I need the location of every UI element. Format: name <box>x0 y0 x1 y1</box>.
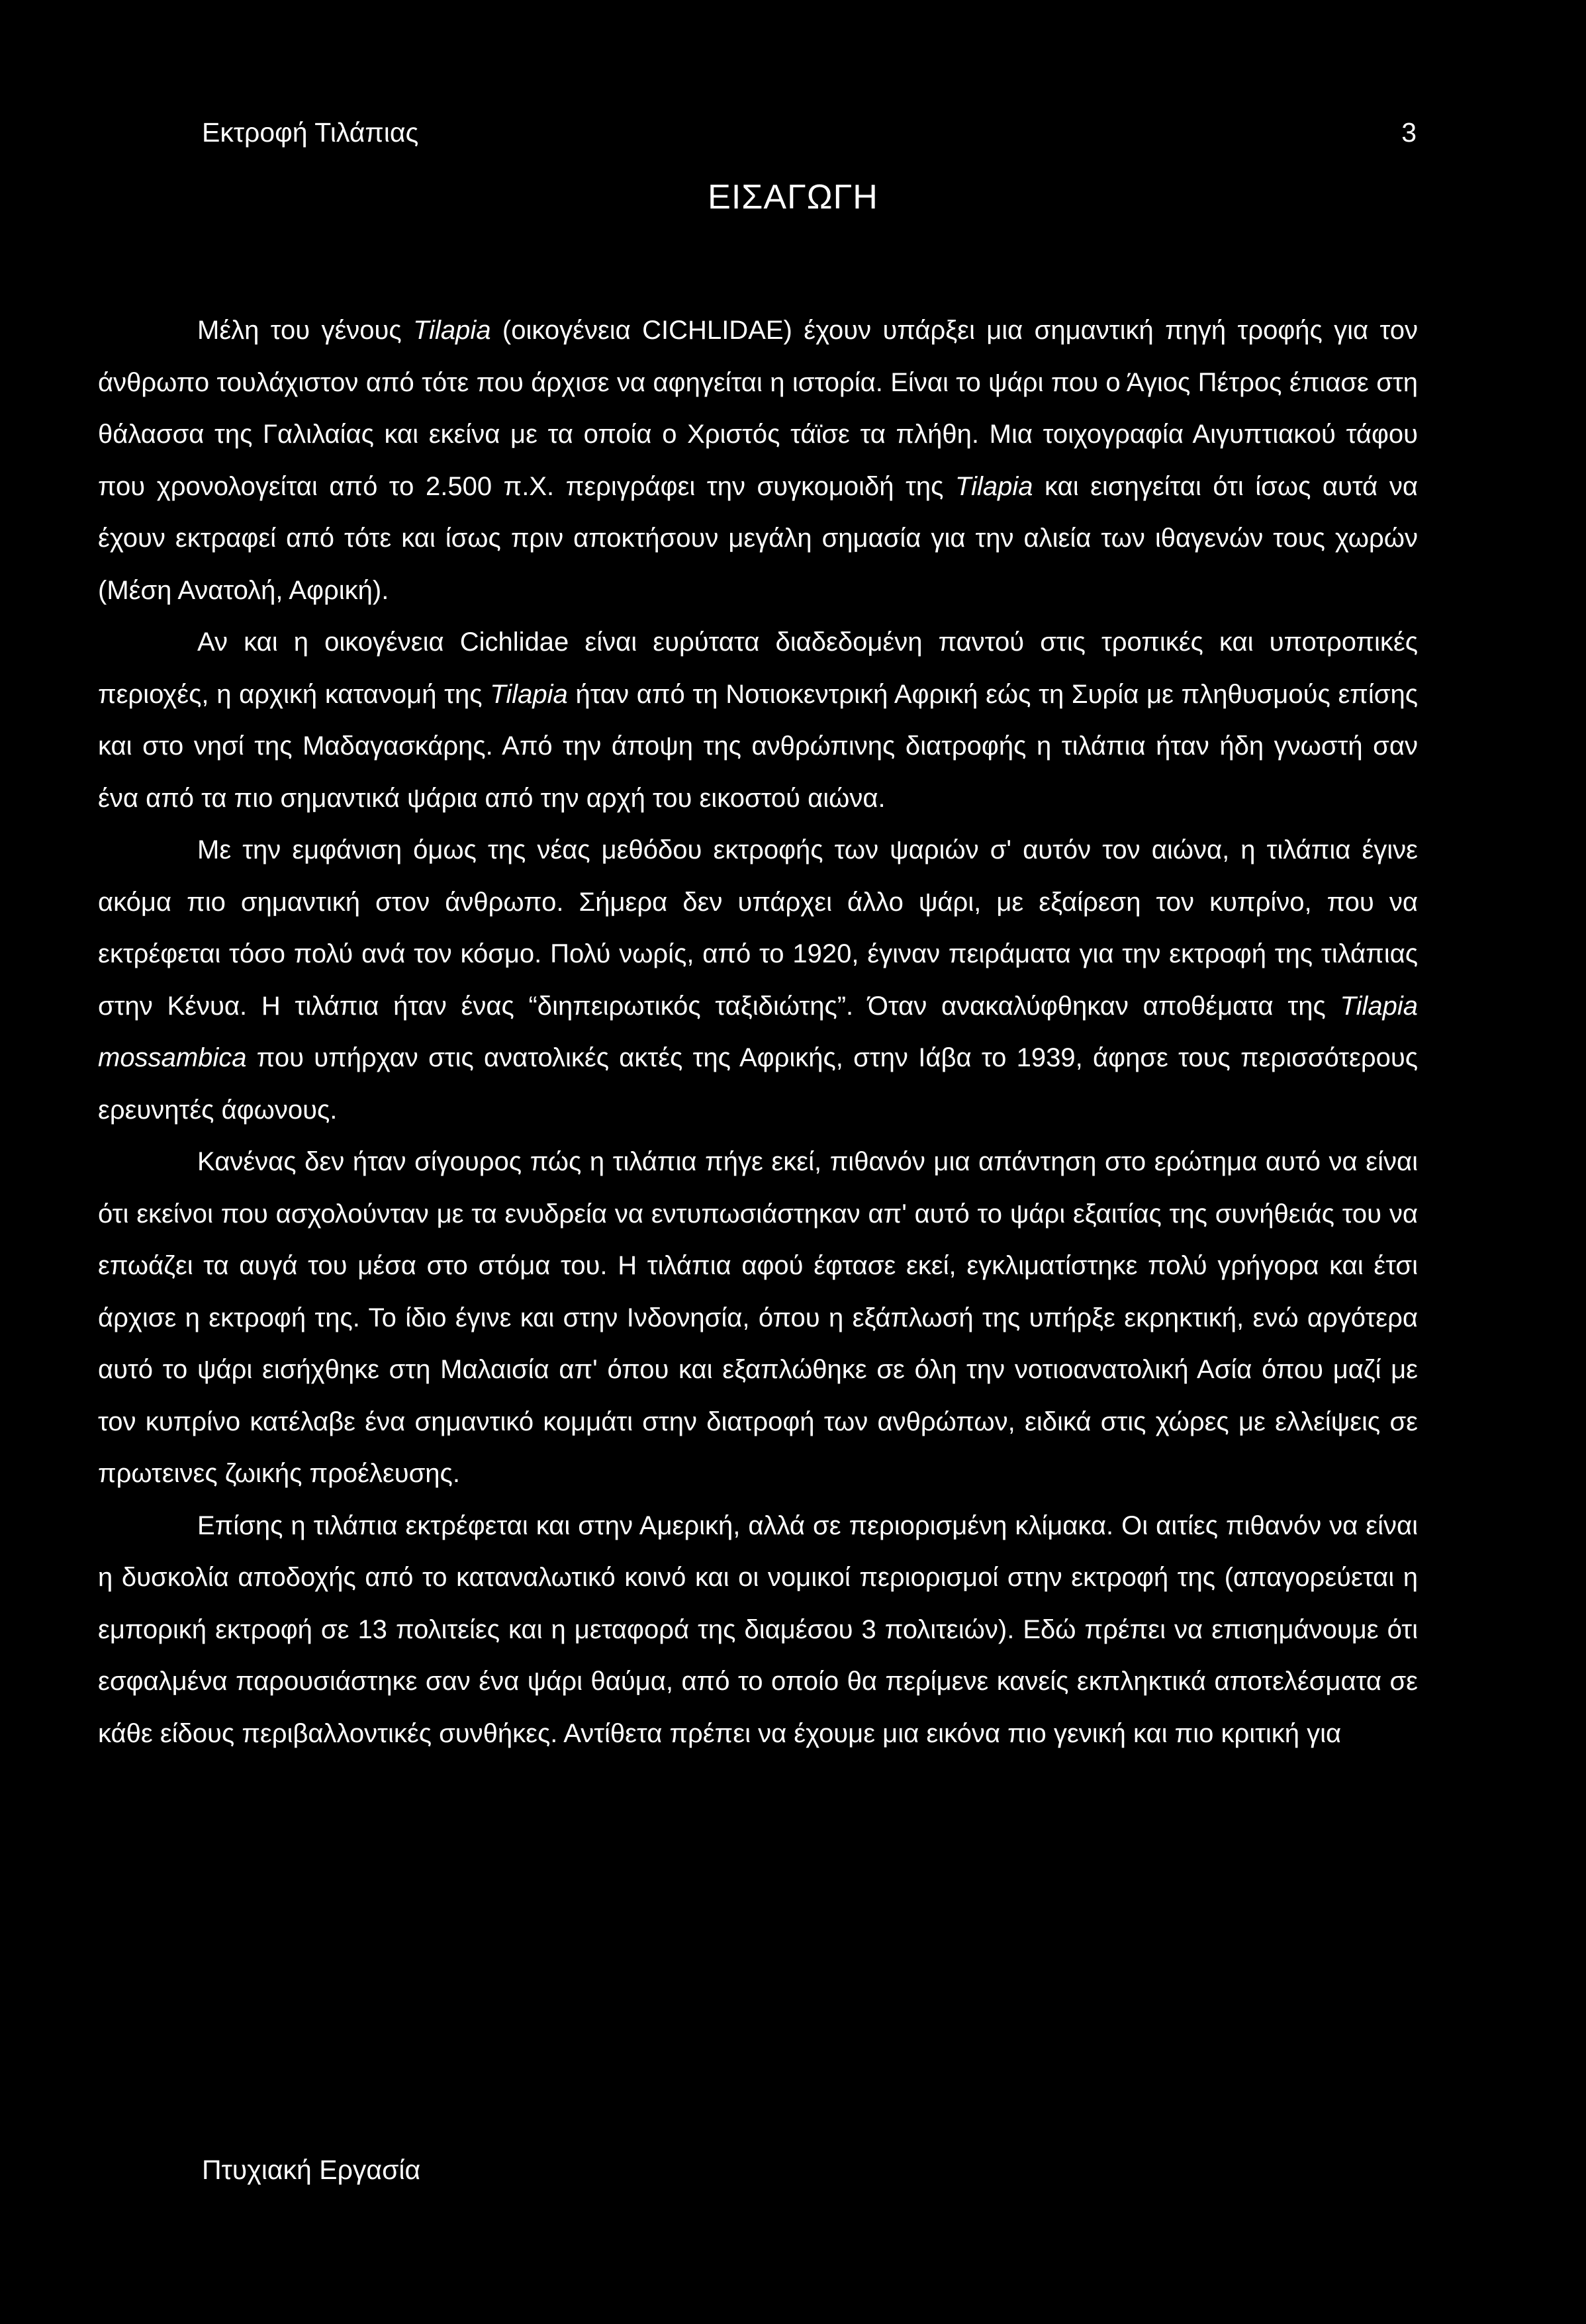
species-name: Tilapia <box>490 679 568 709</box>
paragraph-text: Αν και η οικογένεια Cichlidae είναι ευρύτατα διαδεδομένη παντού στις τροπικές και υποτροπικές περιοχές, η αρχική κατανομή της <box>98 627 1418 709</box>
paragraph-text: Επίσης η τιλάπια εκτρέφεται και στην Αμερική, αλλά σε περιορισμένη κλίμακα. Οι αιτίες πιθανόν να είναι η δυσκολία αποδοχής από το καταναλωτικό κοινό και οι νομικοί περιορισμοί στην εκτροφή της (απαγορεύεται η εμπορική εκτροφή σε 13 πολιτείες και η μεταφορά της διαμέσου 3 πολιτειών). Εδώ πρέπει να επισημάνουμε ότι εσφαλμένα παρουσιάστηκε σαν ένα ψάρι θαύμα, από το οποίο θα περίμενε κανείς εκπληκτικά αποτελέσματα σε κάθε είδους περιβαλλοντικές συνθήκες. Αντίθετα πρέπει να έχουμε μια εικόνα πιο γενική και πιο κριτική για <box>98 1511 1418 1748</box>
running-title: Εκτροφή Τιλάπιας <box>202 117 419 148</box>
paragraph-text: Κανένας δεν ήταν σίγουρος πώς η τιλάπια πήγε εκεί, πιθανόν μια απάντηση στο ερώτημα αυτό να είναι ότι εκείνοι που ασχολούνταν με τα ενυδρεία να εντυπωσιάστηκαν απ' αυτό το ψάρι εξαιτίας της συνήθειάς του να επωάζει τα αυγά του μέσα στο στόμα του. Η τιλάπια αφού έφτασε εκεί, εγκλιματίστηκε πολύ γρήγορα και έτσι άρχισε η εκτροφή της. Το ίδιο έγινε και στην Ινδονησία, όπου η εξάπλωσή της υπήρξε εκρηκτική, ενώ αργότερα αυτό το ψάρι εισήχθηκε στη Μαλαισία απ' όπου και εξαπλώθηκε σε όλη την νοτιοανατολική Ασία όπου μαζί με τον κυπρίνο κατέλαβε ένα σημαντικό κομμάτι στην διατροφή των ανθρώπων, ειδικά στις χώρες με ελλείψεις σε πρωτεινες ζωικής προέλευσης. <box>98 1147 1418 1488</box>
footer-text: Πτυχιακή Εργασία <box>202 2155 421 2185</box>
paragraph-text: ήταν από τη Νοτιοκεντρική Αφρική εώς τη Συρία με πληθυσμούς επίσης και στο νησί της Μαδαγασκάρης. Από την άποψη της ανθρώπινης διατροφής η τιλάπια ήταν ήδη γνωστή σαν ένα από τα πιο σημαντικά ψάρια από την αρχή του εικοστού αιώνα. <box>98 679 1418 813</box>
species-name: Tilapia <box>413 316 491 345</box>
paragraph-5 <box>98 1500 1418 1760</box>
paragraph-2 <box>98 616 1418 824</box>
section-heading: ΕΙΣΑΓΩΓΗ <box>708 178 878 216</box>
paragraph-text: Μέλη του γένους <box>197 316 414 345</box>
body-text <box>98 304 1418 1759</box>
paragraph-text: (οικογένεια CICHLIDAE) έχουν υπάρξει μια σημαντική πηγή τροφής για τον άνθρωπο τουλάχιστον από τότε που άρχισε να αφηγείται η ιστορία. Είναι το ψάρι που ο Άγιος Πέτρος έπιασε στη θάλασσα της Γαλιλαίας και εκείνα με τα οποία ο Χριστός τάϊσε τα πλήθη. Μια τοιχογραφία Αιγυπτιακού τάφου που χρονολογείται από το 2.500 π.Χ. περιγράφει την συγκομοιδή της <box>98 316 1418 501</box>
paragraph-text: που υπήρχαν στις ανατολικές ακτές της Αφρικής, στην Ιάβα το 1939, άφησε τους περισσότερους ερευνητές άφωνους. <box>98 1043 1418 1125</box>
species-name: Tilapia <box>955 471 1033 501</box>
paragraph-text: Με την εμφάνιση όμως της νέας μεθόδου εκτροφής των ψαριών σ' αυτόν τον αιώνα, η τιλάπια έγινε ακόμα πιο σημαντική στον άνθρωπο. Σήμερα δεν υπάρχει άλλο ψάρι, με εξαίρεση τον κυπρίνο, που να εκτρέφεται τόσο πολύ ανά τον κόσμο. Πολύ νωρίς, από το 1920, έγιναν πειράματα για την εκτροφή της τιλάπιας στην Κένυα. Η τιλάπια ήταν ένας “διηπειρωτικός ταξιδιώτης”. Όταν ανακαλύφθηκαν αποθέματα της <box>98 835 1418 1021</box>
paragraph-text: και εισηγείται ότι ίσως αυτά να έχουν εκτραφεί από τότε και ίσως πριν αποκτήσουν μεγάλη σημασία για την αλιεία των ιθαγενών τους χωρών (Μέση Ανατολή, Αφρική). <box>98 471 1418 605</box>
species-name: Tilapia mossambica <box>98 991 1418 1072</box>
paragraph-3 <box>98 824 1418 1136</box>
page-number: 3 <box>1401 117 1417 148</box>
paragraph-4 <box>98 1136 1418 1500</box>
paragraph-1 <box>98 304 1418 616</box>
